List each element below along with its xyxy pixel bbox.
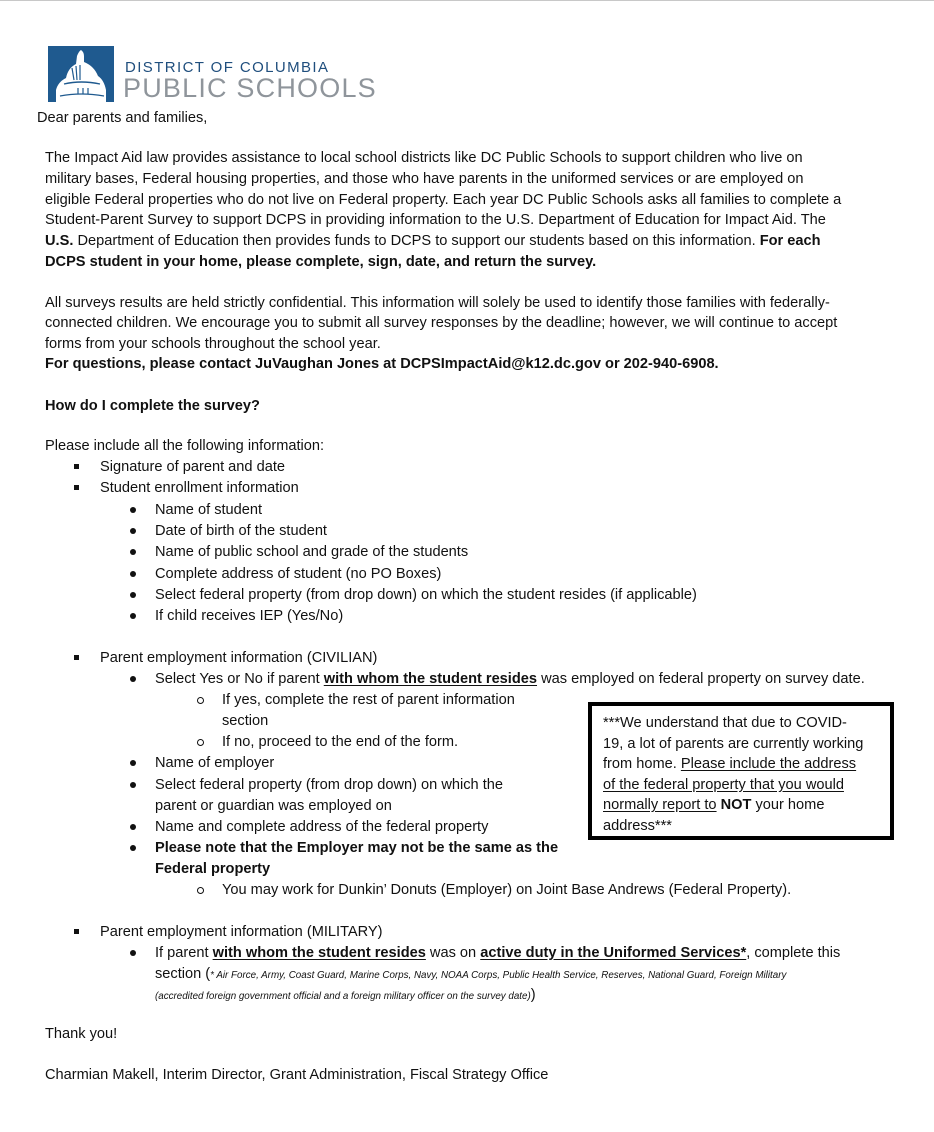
military-emph-resides: with whom the student resides: [212, 945, 426, 961]
enrollment-item: Date of birth of the student: [155, 523, 327, 539]
intro-line: The Impact Aid law provides assistance to local school districts like DC Public Schools to support children who live on: [45, 150, 803, 166]
civilian-sub-yes-line2: section: [222, 713, 269, 729]
bullet-icon: [130, 592, 136, 598]
confidential-line: connected children. We encourage you to submit all survey responses by the deadline; however, we will continue to accept: [45, 315, 838, 331]
list-item-enrollment: Student enrollment information: [100, 480, 299, 496]
military-section-prefix: section (: [155, 966, 211, 982]
military-mid: was on: [425, 945, 481, 961]
greeting: Dear parents and families,: [37, 110, 208, 126]
military-suffix: , complete this: [746, 945, 841, 961]
intro-line5-text: Department of Education then provides funds to DCPS to support our students based on this information.: [73, 233, 760, 249]
bullet-icon: [130, 782, 136, 788]
intro-instruction-bold: DCPS student in your home, please complete, sign, date, and return the survey.: [45, 254, 597, 270]
signature-line: Charmian Makell, Interim Director, Grant Administration, Fiscal Strategy Office: [45, 1067, 549, 1083]
contact-email[interactable]: DCPSImpactAid@k12.dc.gov: [400, 356, 601, 372]
covid-note-line: [603, 795, 824, 815]
bullet-icon: [130, 528, 136, 534]
bullet-icon: [130, 549, 136, 555]
top-border: [0, 0, 934, 1]
covid-note-underlined: Please include the address: [680, 756, 857, 772]
civilian-select-emph: with whom the student resides: [323, 671, 538, 687]
military-line3: [155, 985, 536, 1007]
covid-note-line: ***We understand that due to COVID-: [603, 715, 847, 731]
intro-line: Student-Parent Survey to support DCPS in providing information to the U.S. Department of Education for Impact Aid. The: [45, 212, 826, 228]
contact-prefix: For questions, please contact JuVaughan Jones at: [45, 356, 401, 372]
contact-phone[interactable]: 202-940-6908.: [623, 356, 719, 372]
square-bullet-icon: [74, 655, 79, 660]
howto-heading: How do I complete the survey?: [45, 398, 260, 414]
covid-note-rest: your home: [751, 797, 825, 813]
circle-bullet-icon: [197, 697, 204, 704]
intro-line: eligible Federal properties who do not live on Federal property. Each year DC Public Schools asks all families to complete a: [45, 192, 842, 208]
civilian-select-suffix: was employed on federal property on survey date.: [537, 671, 865, 687]
square-bullet-icon: [74, 485, 79, 490]
confidential-line: All surveys results are held strictly confidential. This information will solely be used to identify those families with federally-: [45, 295, 830, 311]
civilian-note-line1: Please note that the Employer may not be the same as the: [155, 840, 559, 856]
logo-line-public-schools: PUBLIC SCHOOLS: [123, 73, 377, 103]
intro-line: military bases, Federal housing properties, and those who have parents in the uniformed services or are employed on: [45, 171, 804, 187]
bullet-icon: [130, 571, 136, 577]
include-intro: Please include all the following information:: [45, 438, 325, 454]
military-footnote-line1: * Air Force, Army, Coast Guard, Marine Corps, Navy, NOAA Corps, Public Health Service, Reserves, National Guard, Foreign Military: [210, 970, 787, 981]
civilian-example: You may work for Dunkin’ Donuts (Employer) on Joint Base Andrews (Federal Property).: [222, 882, 792, 898]
closing-thanks: Thank you!: [45, 1026, 118, 1042]
enrollment-item: Name of public school and grade of the students: [155, 544, 469, 560]
civilian-select-yes-no: [155, 669, 865, 689]
covid-note-line: [603, 754, 856, 774]
military-prefix: If parent: [155, 945, 213, 961]
logo-line-district: DISTRICT OF COLUMBIA: [125, 59, 330, 76]
bullet-icon: [130, 507, 136, 513]
civilian-employer: Name of employer: [155, 755, 275, 771]
civilian-note-line2: Federal property: [155, 861, 271, 877]
covid-note-underlined: of the federal property that you would: [603, 777, 844, 793]
contact-mid: or: [600, 356, 624, 372]
military-close-paren: ): [530, 987, 536, 1003]
bullet-icon: [130, 760, 136, 766]
enrollment-item: Select federal property (from drop down) on which the student resides (if applicable): [155, 587, 697, 603]
covid-note-line: 19, a lot of parents are currently working: [603, 736, 864, 752]
dcps-logo: [48, 46, 388, 104]
enrollment-item: Complete address of student (no PO Boxes): [155, 566, 442, 582]
square-bullet-icon: [74, 464, 79, 469]
confidential-line: forms from your schools throughout the school year.: [45, 336, 381, 352]
circle-bullet-icon: [197, 887, 204, 894]
intro-line: [45, 231, 821, 251]
intro-line5-bold-end: For each: [759, 233, 821, 249]
civilian-fed-address: Name and complete address of the federal property: [155, 819, 489, 835]
enrollment-item: Name of student: [155, 502, 263, 518]
circle-bullet-icon: [197, 739, 204, 746]
bullet-icon: [130, 950, 136, 956]
list-item-military: Parent employment information (MILITARY): [100, 924, 383, 940]
civilian-sub-yes-line1: If yes, complete the rest of parent information: [222, 692, 515, 708]
contact-line: [45, 354, 719, 374]
covid-note-underlined: normally report to: [603, 797, 717, 813]
capitol-dome-icon: [48, 46, 114, 102]
enrollment-item: If child receives IEP (Yes/No): [155, 608, 344, 624]
military-line1: [155, 943, 840, 963]
covid-note-line: address***: [603, 818, 672, 834]
military-line2: [155, 964, 786, 986]
bullet-icon: [130, 824, 136, 830]
intro-us-bold: U.S.: [45, 233, 74, 249]
military-emph-active-duty: active duty in the Uniformed Services*: [480, 945, 747, 961]
covid-note-box: [588, 702, 894, 840]
list-item-civilian: Parent employment information (CIVILIAN): [100, 650, 378, 666]
military-footnote-line2: (accredited foreign government official and a foreign military officer on the survey date): [155, 991, 531, 1002]
square-bullet-icon: [74, 929, 79, 934]
civilian-sub-no: If no, proceed to the end of the form.: [222, 734, 459, 750]
covid-note-not-bold: NOT: [720, 797, 752, 813]
civilian-select-fed-line2: parent or guardian was employed on: [155, 798, 392, 814]
bullet-icon: [130, 676, 136, 682]
covid-note-plain: from home.: [603, 756, 681, 772]
bullet-icon: [130, 613, 136, 619]
civilian-select-fed-line1: Select federal property (from drop down) on which the: [155, 777, 503, 793]
civilian-select-prefix: Select Yes or No if parent: [155, 671, 324, 687]
bullet-icon: [130, 845, 136, 851]
list-item-signature: Signature of parent and date: [100, 459, 285, 475]
